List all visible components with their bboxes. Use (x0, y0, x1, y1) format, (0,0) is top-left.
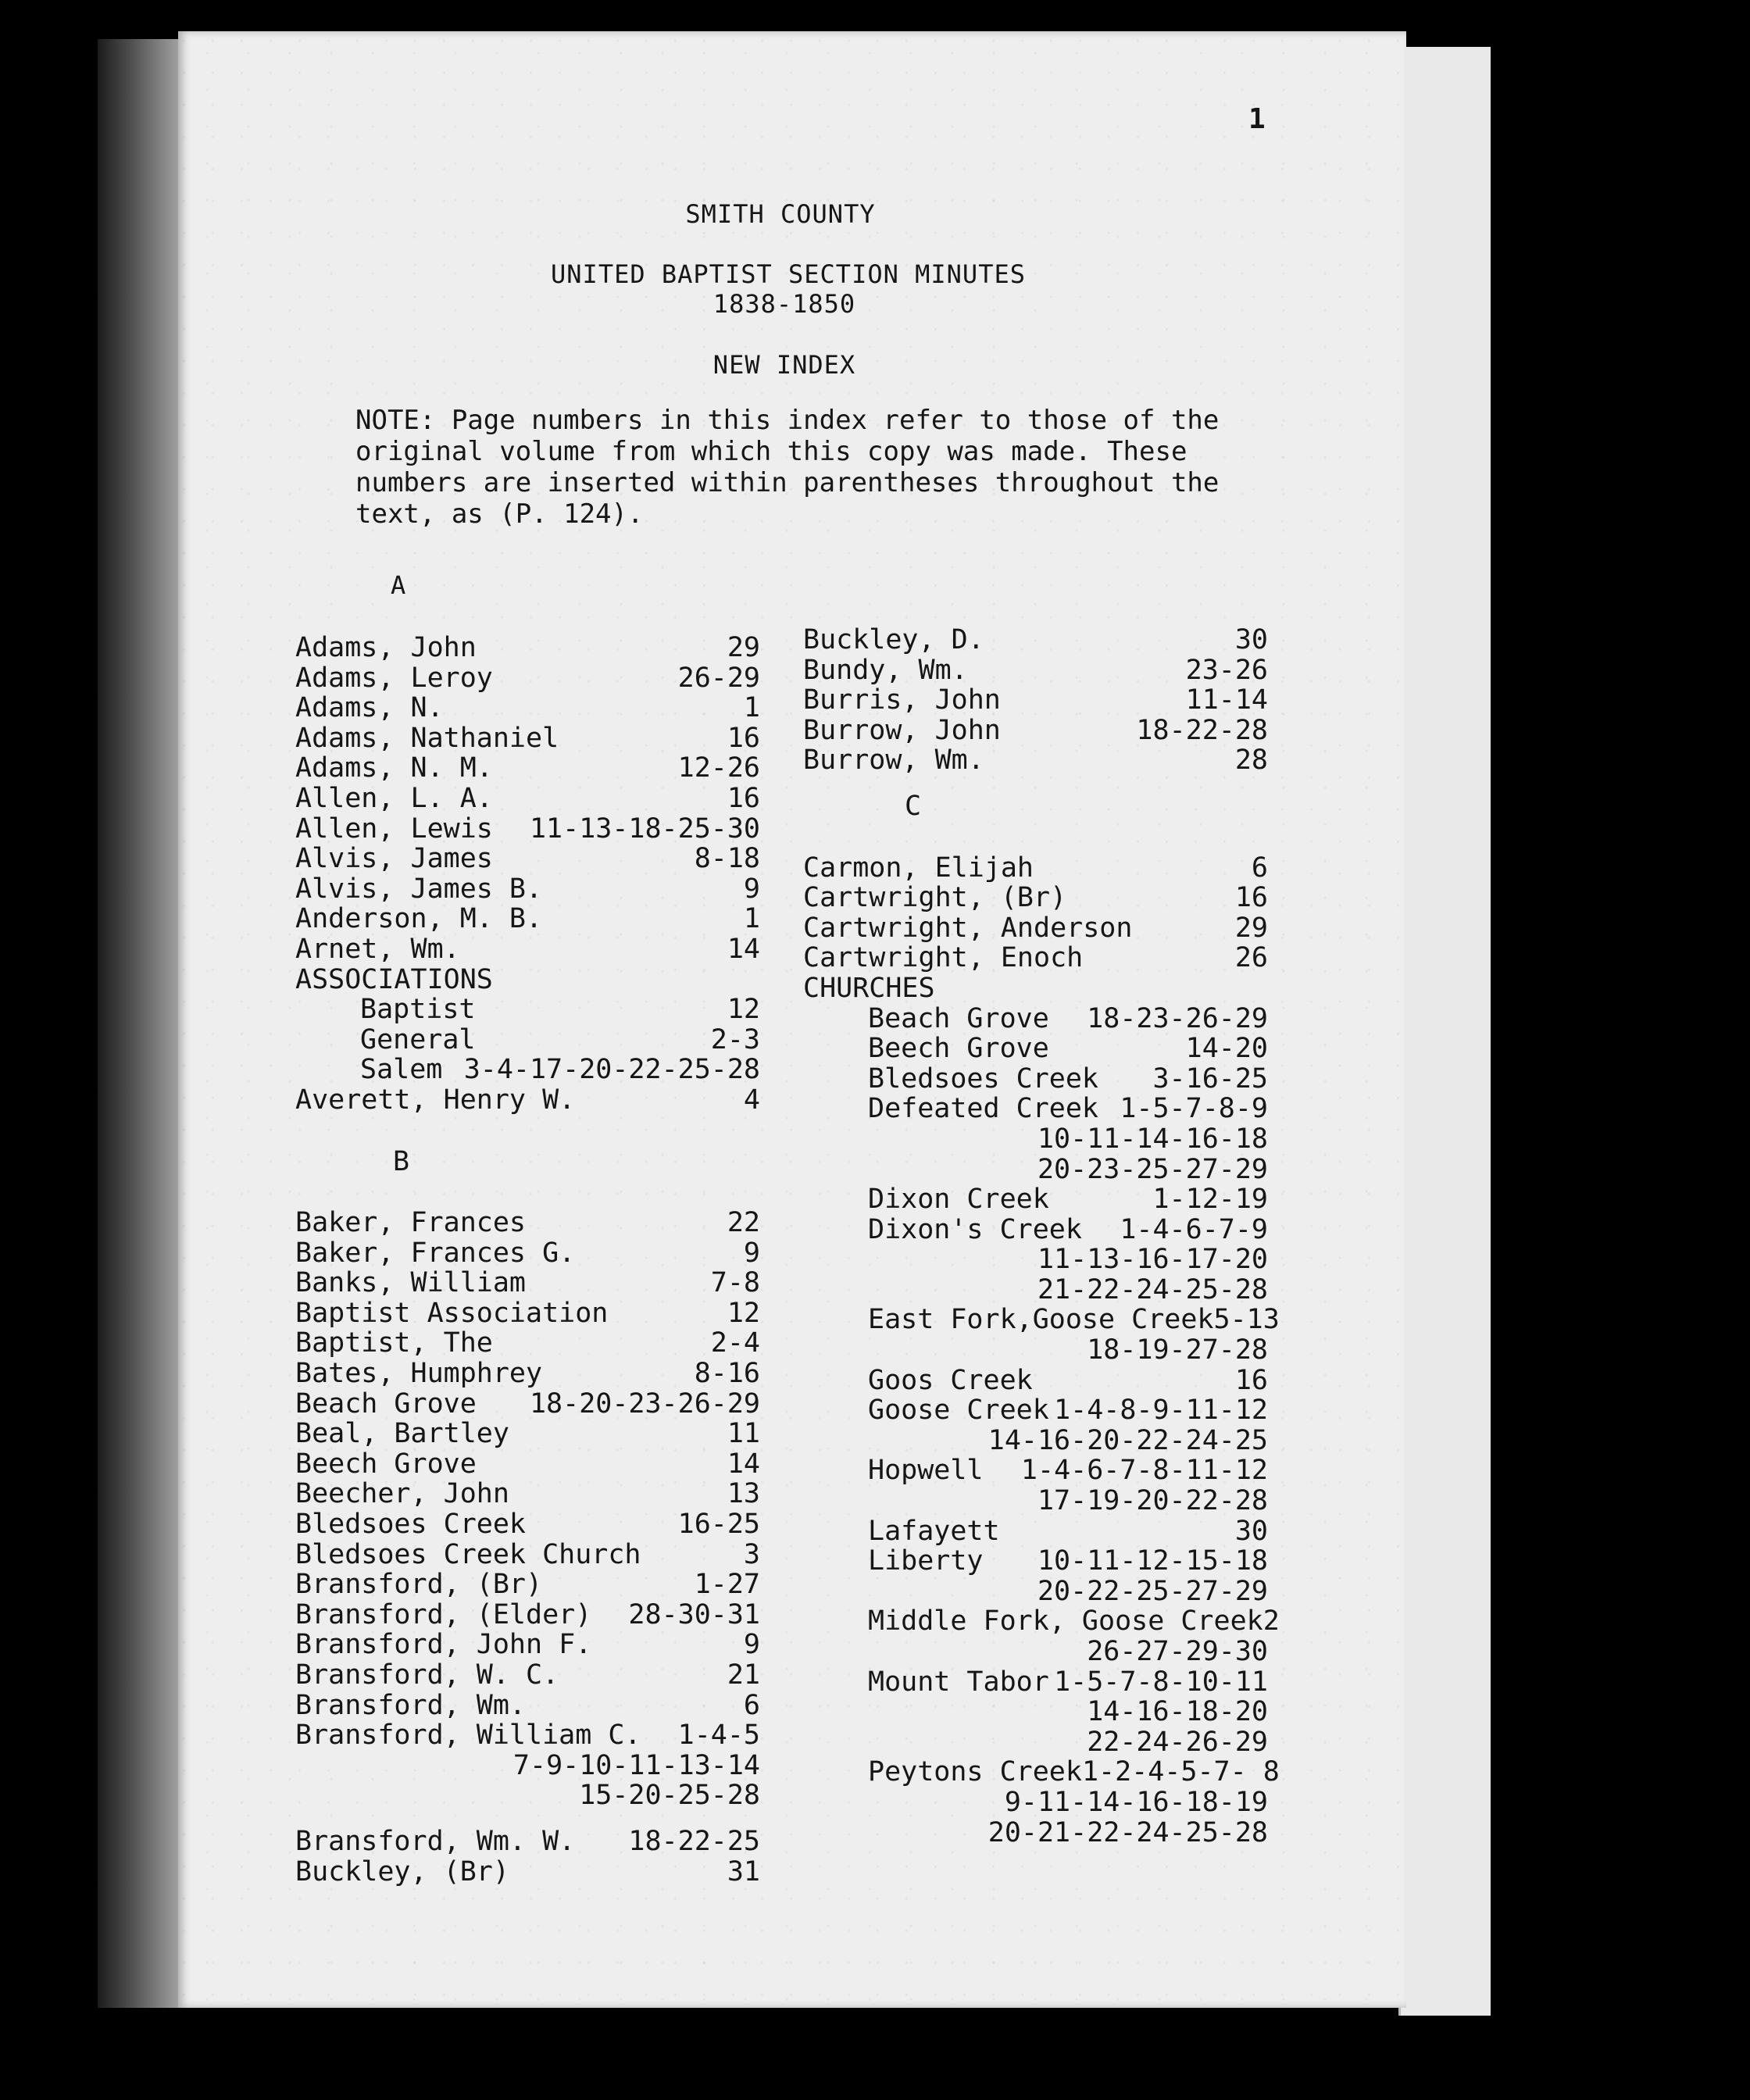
index-entry (803, 1215, 1268, 1245)
index-entry (803, 1516, 1268, 1547)
entry-pages: 16 (1234, 882, 1268, 914)
index-entry (295, 995, 760, 1025)
entry-name: Hopwell (868, 1455, 984, 1487)
index-entry (295, 1660, 760, 1691)
entry-name: Bledsoes Creek (295, 1509, 527, 1541)
index-entry (295, 934, 760, 965)
left-index-column (295, 633, 760, 1887)
entry-name: Bransford, Wm. (295, 1689, 527, 1721)
entry-name: Dixon Creek (868, 1184, 1049, 1216)
right-index-column (803, 624, 1280, 1848)
entry-pages-cont: 11-13-16-17-20 (1037, 1244, 1268, 1276)
entry-pages: 30 (1234, 624, 1268, 655)
entry-pages-cont: 10-11-14-16-18 (1037, 1123, 1268, 1155)
index-entry (295, 1479, 760, 1509)
minutes-title: UNITED BAPTIST SECTION MINUTES (551, 259, 1026, 289)
index-entry (803, 1034, 1268, 1064)
entry-name: Beach Grove (868, 1002, 1049, 1034)
section-letter-b: B (393, 1145, 410, 1177)
index-entry (803, 943, 1268, 973)
entry-name: Bransford, Wm. W. (295, 1825, 576, 1857)
entry-pages: 2 (1262, 1605, 1280, 1638)
entry-pages: 1-4-6-7-8-11-12 (1020, 1455, 1268, 1487)
entry-pages: 9 (743, 1237, 760, 1269)
entry-name: Arnet, Wm. (295, 933, 460, 965)
entry-name: Adams, Nathaniel (295, 722, 559, 754)
entry-pages: 29 (1234, 912, 1268, 944)
index-entry (295, 1328, 760, 1359)
entry-name: Burrow, Wm. (803, 745, 984, 777)
spacer (295, 1116, 760, 1147)
entry-name: Buckley, (Br) (295, 1855, 509, 1888)
index-entry (295, 904, 760, 934)
entry-name: Bransford, William C. (295, 1720, 641, 1752)
index-entry (295, 784, 760, 814)
index-entry (803, 883, 1268, 913)
index-entry (803, 1004, 1268, 1034)
index-entry (803, 1756, 1280, 1788)
index-entry (803, 1184, 1268, 1215)
b-continued-entries (803, 625, 1268, 776)
entry-pages: 3 (743, 1538, 760, 1570)
entry-pages: 9 (743, 873, 760, 905)
entry-pages: 1-2-4-5-7- 8 (1081, 1756, 1280, 1788)
entry-name: Baptist, The (295, 1327, 493, 1359)
entry-name: Beal, Bartley (295, 1418, 509, 1450)
index-entry (803, 853, 1268, 884)
entry-name: Peytons Creek (868, 1756, 1082, 1788)
index-entry (803, 745, 1268, 776)
entry-pages-cont: 22-24-26-29 (1087, 1726, 1268, 1758)
entry-pages: 10-11-12-15-18 (1037, 1545, 1268, 1577)
entry-pages: 5-13 (1213, 1304, 1280, 1336)
index-entry (295, 1389, 760, 1420)
index-entry (295, 1600, 760, 1630)
entry-pages: 26 (1234, 942, 1268, 974)
entry-name: Adams, N. (295, 692, 444, 724)
scan-edge-shadow (98, 39, 184, 2008)
index-entry (803, 1304, 1280, 1336)
entry-pages: 9 (743, 1629, 760, 1661)
underlying-page-edge (1398, 47, 1491, 2016)
entry-pages-cont: 21-22-24-25-28 (1037, 1273, 1268, 1305)
entry-pages-cont: 20-23-25-27-29 (1037, 1153, 1268, 1185)
entry-name: Beecher, John (295, 1478, 509, 1510)
index-entry (803, 1546, 1268, 1577)
entry-pages: 1 (743, 903, 760, 935)
entry-name: Anderson, M. B. (295, 903, 543, 935)
entry-pages: 6 (743, 1689, 760, 1721)
entry-pages: 1-4-5 (677, 1720, 760, 1752)
entry-name: Beech Grove (868, 1033, 1049, 1065)
entry-name: Goos Creek (868, 1364, 1033, 1396)
index-entry (295, 1208, 760, 1238)
b-entries (295, 1208, 760, 1720)
entry-name: Bransford, (Br) (295, 1569, 543, 1601)
entry-pages: 28 (1234, 745, 1268, 777)
entry-pages: 16-25 (677, 1509, 760, 1541)
entry-name: Baptist Association (295, 1297, 609, 1329)
entry-pages: 21 (727, 1659, 760, 1691)
entry-pages-cont: 17-19-20-22-28 (1037, 1485, 1268, 1517)
index-entry (295, 1449, 760, 1480)
entry-name: Bransford, (Elder) (295, 1598, 592, 1630)
index-entry (295, 1359, 760, 1389)
county-title: SMITH COUNTY (685, 199, 876, 229)
entry-pages: 3-4-17-20-22-25-28 (463, 1054, 760, 1086)
entry-pages-cont: 15-20-25-28 (579, 1780, 760, 1812)
entry-pages: 18-22-28 (1136, 714, 1268, 746)
entry-name: Middle Fork, Goose Creek (868, 1605, 1263, 1638)
entry-pages: 18-23-26-29 (1087, 1002, 1268, 1034)
index-entry (295, 844, 760, 874)
entry-pages: 11 (727, 1418, 760, 1450)
entry-pages: 1-12-19 (1152, 1184, 1268, 1216)
index-entry (295, 1419, 760, 1449)
index-entry (803, 685, 1268, 716)
index-entry (803, 625, 1268, 655)
entry-name: Bundy, Wm. (803, 654, 968, 686)
entry-name: Alvis, James (295, 843, 493, 875)
spacer (803, 776, 1268, 791)
entry-name: Adams, John (295, 632, 477, 663)
index-entry (803, 913, 1268, 944)
entry-pages-cont: 9-11-14-16-18-19 (1004, 1786, 1268, 1818)
entry-pages: 31 (727, 1855, 760, 1888)
entry-pages-cont: 14-16-18-20 (1087, 1696, 1268, 1728)
index-entry (803, 1395, 1268, 1426)
entry-pages: 16 (727, 722, 760, 754)
index-entry (803, 1605, 1280, 1638)
spacer (295, 1811, 760, 1827)
b-tail-entries (295, 1827, 760, 1887)
entry-name: Mount Tabor (868, 1666, 1049, 1698)
entry-pages-cont: 7-9-10-11-13-14 (512, 1749, 760, 1781)
index-entry (803, 1064, 1268, 1095)
spacer (295, 1177, 760, 1208)
entry-name: Bates, Humphrey (295, 1358, 543, 1390)
associations-heading: ASSOCIATIONS (295, 963, 493, 995)
entry-pages-cont: 20-21-22-24-25-28 (988, 1816, 1268, 1848)
index-entry (295, 723, 760, 754)
new-index-title: NEW INDEX (712, 350, 856, 380)
entry-pages: 3-16-25 (1152, 1062, 1268, 1095)
entry-pages: 1-4-6-7-9 (1120, 1213, 1268, 1245)
index-entry (295, 1720, 760, 1751)
entry-pages: 8-18 (694, 843, 760, 875)
page-number: 1 (1248, 103, 1266, 135)
index-entry (295, 1540, 760, 1570)
entry-name: Defeated Creek (868, 1093, 1099, 1125)
entry-pages: 16 (1234, 1364, 1268, 1396)
entry-pages-cont: 26-27-29-30 (1087, 1636, 1268, 1667)
entry-name: Baker, Frances (295, 1207, 527, 1239)
entry-pages: 14-20 (1185, 1033, 1268, 1065)
entry-name: Beach Grove (295, 1388, 477, 1420)
entry-name: Goose Creek (868, 1395, 1049, 1427)
entry-name: Burrow, John (803, 714, 1001, 746)
entry-name: East Fork,Goose Creek (868, 1304, 1214, 1336)
entry-pages: 12 (727, 994, 760, 1026)
index-entry (295, 1630, 760, 1660)
entry-name: Bransford, John F. (295, 1629, 592, 1661)
entry-pages-cont: 18-19-27-28 (1087, 1334, 1268, 1366)
entry-pages: 30 (1234, 1515, 1268, 1547)
entry-pages: 4 (743, 1084, 760, 1116)
entry-pages: 1-5-7-8-10-11 (1054, 1666, 1268, 1698)
entry-name: Allen, Lewis (295, 812, 493, 845)
entry-pages: 1-4-8-9-11-12 (1054, 1395, 1268, 1427)
entry-pages: 28-30-31 (628, 1598, 760, 1630)
entry-pages: 2-4 (710, 1327, 760, 1359)
entry-pages: 8-16 (694, 1358, 760, 1390)
entry-name: Salem (360, 1054, 443, 1086)
entry-pages: 14 (727, 1448, 760, 1480)
entry-pages: 14 (727, 933, 760, 965)
entry-pages: 11-13-18-25-30 (529, 812, 760, 845)
entry-pages: 7-8 (710, 1267, 760, 1299)
entry-pages: 23-26 (1185, 654, 1268, 686)
entry-name: Bransford, W. C. (295, 1659, 559, 1691)
entry-name: Baker, Frances G. (295, 1237, 576, 1269)
entry-name: Lafayett (868, 1515, 1000, 1547)
index-page (178, 31, 1406, 2008)
index-entry (295, 874, 760, 905)
c-entries (803, 853, 1268, 973)
index-entry (295, 814, 760, 845)
entry-pages: 12 (727, 1297, 760, 1329)
entry-pages: 18-20-23-26-29 (529, 1388, 760, 1420)
section-letter-a: A (391, 570, 406, 600)
entry-pages: 1-5-7-8-9 (1120, 1093, 1268, 1125)
entry-name: Allen, L. A. (295, 782, 493, 814)
index-entry (295, 1238, 760, 1269)
index-entry (803, 1455, 1268, 1486)
entry-pages: 22 (727, 1207, 760, 1239)
entry-name: Burris, John (803, 684, 1001, 716)
index-entry (803, 655, 1268, 686)
entry-name: Beech Grove (295, 1448, 477, 1480)
index-entry (295, 1268, 760, 1298)
index-entry (295, 693, 760, 723)
index-entry (295, 1857, 760, 1888)
index-entry (295, 1055, 760, 1085)
entry-pages: 6 (1251, 852, 1268, 884)
entry-name: Bledsoes Creek Church (295, 1538, 641, 1570)
entry-pages: 2-3 (710, 1023, 760, 1055)
churches-heading: CHURCHES (803, 972, 935, 1004)
entry-name: Cartwright, (Br) (803, 882, 1067, 914)
index-note: NOTE: Page numbers in this index refer to those of the original volume from which this copy was made. These numbers are inserted within parentheses throughout the text, as (P. 124). (355, 405, 1220, 530)
entry-name: Banks, William (295, 1267, 527, 1299)
entry-name: Cartwright, Enoch (803, 942, 1084, 974)
entry-name: Carmon, Elijah (803, 852, 1034, 884)
entry-name: Averett, Henry W. (295, 1084, 576, 1116)
entry-pages: 29 (727, 632, 760, 663)
index-entry (803, 1094, 1268, 1124)
index-entry (295, 1509, 760, 1540)
entry-pages: 13 (727, 1478, 760, 1510)
index-entry (295, 1570, 760, 1600)
index-entry (295, 1827, 760, 1857)
entry-pages-cont: 14-16-20-22-24-25 (988, 1424, 1268, 1456)
entry-name: Cartwright, Anderson (803, 912, 1133, 944)
entry-pages: 1 (743, 692, 760, 724)
entry-name: Buckley, D. (803, 624, 984, 655)
entry-name: Dixon's Creek (868, 1213, 1082, 1245)
index-entry (295, 1085, 760, 1116)
index-entry (803, 716, 1268, 746)
spacer (803, 822, 1268, 853)
index-entry (295, 663, 760, 694)
years-range: 1838-1850 (712, 289, 856, 319)
associations-list (295, 995, 760, 1085)
entry-name: Adams, Leroy (295, 662, 493, 694)
entry-name: Alvis, James B. (295, 873, 543, 905)
index-entry (295, 1298, 760, 1329)
entry-pages: 12-26 (677, 752, 760, 784)
index-entry (295, 633, 760, 663)
entry-name: Baptist (360, 994, 476, 1026)
entry-pages-cont: 20-22-25-27-29 (1037, 1575, 1268, 1607)
section-letter-c: C (905, 790, 922, 822)
churches-list (803, 1002, 1280, 1848)
entry-pages: 11-14 (1185, 684, 1268, 716)
entry-name: General (360, 1023, 476, 1055)
entry-name: Bledsoes Creek (868, 1062, 1099, 1095)
index-entry (295, 1691, 760, 1721)
index-entry (295, 753, 760, 784)
entry-pages: 18-22-25 (628, 1825, 760, 1857)
index-entry (803, 1366, 1268, 1396)
entry-pages: 1-27 (694, 1569, 760, 1601)
entry-name: Liberty (868, 1545, 984, 1577)
index-entry (803, 1667, 1268, 1698)
a-entries (295, 633, 760, 965)
index-entry (295, 1025, 760, 1055)
entry-name: Adams, N. M. (295, 752, 493, 784)
entry-pages: 26-29 (677, 662, 760, 694)
entry-pages: 16 (727, 782, 760, 814)
